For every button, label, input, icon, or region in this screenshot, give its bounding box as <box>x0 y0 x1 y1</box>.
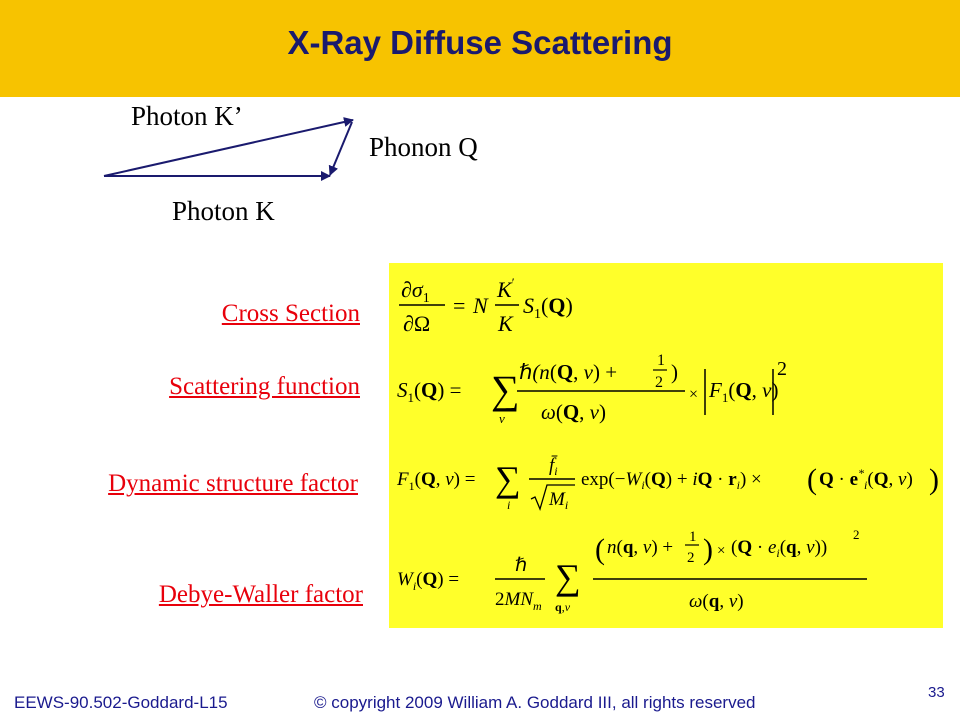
course-code: EEWS-90.502-Goddard-L15 <box>14 693 228 712</box>
svg-text:2: 2 <box>655 374 663 391</box>
dynamic-structure-factor-equation <box>395 441 941 521</box>
svg-text:ℏ(n(Q, v) +: ℏ(n(Q, v) + <box>519 360 618 384</box>
svg-text:K′: K′ <box>497 275 515 302</box>
svg-text:2MNm: $2MN_m$ <box>495 589 542 613</box>
svg-text:ω(Q, v): ω(Q, v) <box>541 400 606 424</box>
svg-text:∑: ∑ <box>495 459 521 499</box>
svg-text:ω(q, v): ω(q, v) <box>689 591 744 612</box>
svg-text:×: × <box>689 386 699 403</box>
svg-text:S1(Q) =: $S_1(Q)$ = <box>397 378 462 405</box>
svg-text:exp(−Wi(Q) + iQ · ri) ×: $\exp(-W_i(Q)$ + iQ · $r_i$) × <box>581 469 762 492</box>
svg-text:q,v: q,v <box>555 600 571 614</box>
scattering-function-equation <box>395 345 795 437</box>
cross-section-equation <box>397 271 617 343</box>
svg-text:×: × <box>717 543 726 559</box>
debye-waller-factor-equation <box>395 525 875 625</box>
svg-text:2: 2 <box>777 358 787 380</box>
svg-text:): ) <box>671 360 678 384</box>
svg-text:F1(Q, v): $F_1(Q$, v) <box>709 378 779 405</box>
page-number: 33 <box>928 684 945 701</box>
svg-text:∂Ω: ∂Ω <box>403 311 431 336</box>
svg-text:ℏ: ℏ <box>515 555 528 576</box>
svg-text:): ) <box>929 463 939 496</box>
svg-text:2: 2 <box>687 550 695 566</box>
svg-text:N: N <box>473 293 488 318</box>
svg-text:(Q · ei(q, v)): ($Q \cdot e_i(q$, v)) <box>731 537 828 560</box>
svg-text:Q · e*i(Q, v): $Q \cdot e^*_i(Q$, v) <box>819 466 913 492</box>
svg-text:f̄i: $f̄_i$ <box>549 455 558 478</box>
svg-text:): ) <box>703 533 713 566</box>
phonon-q-arrow <box>330 122 352 175</box>
svg-text:S1(Q): $S_1(Q)$ <box>523 293 573 322</box>
phonon-q-label: Phonon Q <box>369 132 478 162</box>
equation-panel <box>389 263 943 628</box>
dynamic-structure-factor-link[interactable]: Dynamic structure factor <box>108 470 358 497</box>
scattering-function-link[interactable]: Scattering function <box>169 373 360 400</box>
svg-text:1: 1 <box>657 352 665 369</box>
svg-text:Mi: $M_i$ <box>549 489 569 512</box>
svg-text:i: i <box>507 498 511 512</box>
photon-k-label: Photon K <box>172 196 275 226</box>
debye-waller-factor-link[interactable]: Debye-Waller factor <box>158 581 363 608</box>
svg-text:(: ( <box>595 533 605 566</box>
cross-section-link[interactable]: Cross Section <box>221 300 360 327</box>
svg-text:2: 2 <box>853 527 860 542</box>
svg-text:(: ( <box>807 463 817 496</box>
svg-text:1: 1 <box>689 529 697 545</box>
svg-text:=: = <box>453 293 466 318</box>
copyright-notice: © copyright 2009 William A. Goddard III, all rights reserved <box>314 693 756 712</box>
slide-title: X-Ray Diffuse Scattering <box>287 24 673 61</box>
svg-text:v: v <box>499 411 505 426</box>
svg-text:∑: ∑ <box>555 557 581 597</box>
svg-text:∂σ1: $\partial\sigma_1$ <box>401 277 430 306</box>
svg-text:F1(Q, v) =: $F_1(Q$, v) = <box>397 469 476 493</box>
svg-text:K: K <box>498 311 513 336</box>
svg-text:∑: ∑ <box>491 367 520 412</box>
svg-text:Wi(Q) =: $W_i(Q)$ = <box>397 569 460 593</box>
svg-text:n(q, v) +: n(q, v) + <box>607 537 674 558</box>
photon-k-prime-label: Photon K’ <box>131 101 243 131</box>
